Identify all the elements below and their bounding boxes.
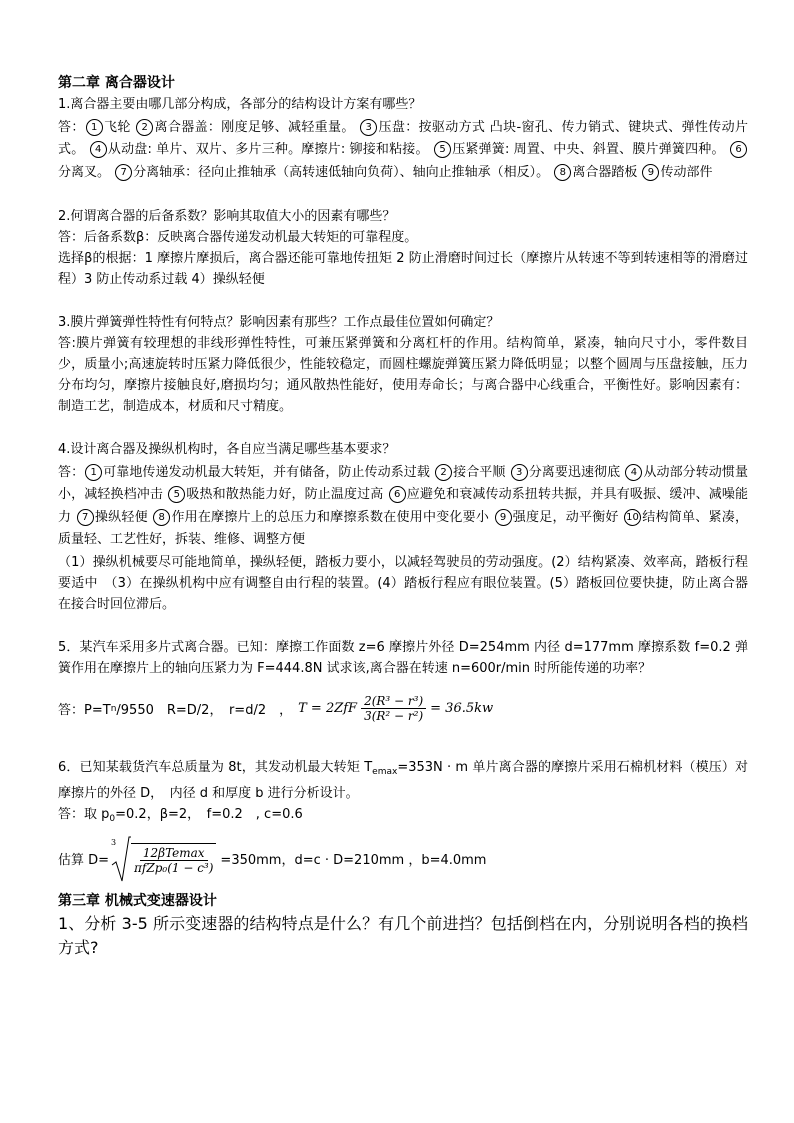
circled-number-icon: 10	[624, 509, 641, 526]
estimate-formula	[58, 830, 748, 888]
circled-number-icon: 1	[86, 119, 103, 136]
circled-number-icon: 7	[77, 509, 94, 526]
question-1: 1.离合器主要由哪几部分构成，各部分的结构设计方案有哪些？	[58, 97, 422, 112]
circled-number-icon: 3	[511, 464, 528, 481]
requirement-item: 从动部分转动惯量小，减轻换档冲击	[58, 464, 748, 502]
subscript: emax	[372, 766, 398, 777]
answer-3: 答:膜片弹簧有较理想的非线形弹性特性，可兼压紧弹簧和分离杠杆的作用。结构简单，紧凑，轴向尺寸小，零件数目少，质量小;高速旋转时压紧力降低很少，性能较稳定，而圆柱螺旋弹簧压紧力降低明显；以整个圆周与压盘接触，压力分布均匀，摩擦片接触良好,磨损均匀；通风散热性能好，使用寿命长；与离合器中心线重合，平衡性好。影响因素有：制造工艺，制造成本，材质和尺寸精度。	[58, 336, 748, 414]
cube-root-expression	[109, 835, 220, 883]
answer-1-item: 压盘：按驱动方式 凸块-窗孔、传力销式、键块式、弹性传动片式。	[58, 119, 748, 157]
answer-1-item: 从动盘: 单片、双片、多片三种。摩擦片: 铆接和粘接。	[107, 142, 429, 157]
chapter-3-title: 第三章 机械式变速器设计	[58, 892, 217, 909]
circled-number-icon: 6	[730, 141, 747, 158]
formula-result: = 36.5kw	[430, 701, 494, 716]
circled-number-icon: 3	[360, 119, 377, 136]
answer-2-basis: 选择β的根据：1 摩擦片摩损后，离合器还能可靠地传扭矩 2 防止滑磨时间过长（摩擦片从转速不等到转速相等的滑磨过程）3 防止传动系过载 4）操纵轻便	[58, 251, 748, 287]
requirement-item: 操纵轻便	[94, 509, 148, 525]
circled-number-icon: 9	[642, 164, 659, 181]
answer-4-operation: （1）操纵机械要尽可能地简单，操纵轻便，踏板力要小，以减轻驾驶员的劳动强度。(2）结构紧凑、效率高，踏板行程要适中 （3）在操纵机构中应有调整自由行程的装置。(4）踏板行程应有眼位装置。(5）踏板回位要快捷，防止离合器在接合时回位滞后。	[58, 554, 748, 612]
question-5: 5．某汽车采用多片式离合器。已知：摩擦工作面数 z=6 摩擦片外径 D=254mm 内径 d=177mm 摩擦系数 f=0.2 弹簧作用在摩擦片上的轴向压紧力为 F=444.8N 试求该,离合器在转速 n=600r/min 时所能传递的功率？	[58, 639, 748, 676]
chapter-2-title: 第二章 离合器设计	[58, 75, 175, 91]
requirement-item: 吸热和散热能力好，防止温度过高	[186, 487, 384, 502]
requirement-item: 作用在摩擦片上的总压力和摩擦系数在使用中变化要小	[171, 509, 490, 525]
answer-1	[58, 117, 748, 185]
circled-number-icon: 5	[168, 486, 185, 503]
answer-prefix: 答：	[58, 119, 85, 135]
answer-5-formula	[58, 679, 748, 739]
circled-number-icon: 4	[625, 464, 642, 481]
circled-number-icon: 5	[434, 141, 451, 158]
document-page	[58, 72, 748, 960]
formula-fraction	[361, 694, 426, 723]
radical-sign-icon	[109, 835, 131, 883]
circled-number-icon: 6	[389, 486, 406, 503]
subscript: n	[110, 703, 117, 714]
question-6	[58, 757, 748, 804]
answer-6-text: =0.2，β=2， f=0.2 , c=0.6	[115, 806, 303, 822]
formula-lhs: T = 2ZfF	[298, 701, 358, 716]
answer-2: 答：后备系数β：反映离合器传递发动机最大转矩的可靠程度。	[58, 230, 418, 245]
question-6-text: 6．已知某载货汽车总质量为 8t，其发动机最大转矩 T	[58, 759, 373, 775]
chapter-3-question-1: 1、分析 3-5 所示变速器的结构特点是什么？有几个前进挡？包括倒档在内，分别说明各档的换档方式?	[58, 913, 748, 957]
root-fraction	[131, 843, 216, 875]
circled-number-icon: 4	[90, 141, 107, 158]
root-numerator: 12βTemax	[140, 846, 208, 861]
requirement-item: 分离要迅速彻底	[528, 464, 621, 480]
root-index: 3	[111, 837, 117, 847]
requirement-item: 应避免和衰减传动系扭转共振，并具有吸振、缓冲、减噪能力	[58, 487, 748, 525]
question-6-text: =353N · m 单片离合器的摩擦片采用石棉机材料（模压）对摩擦片的外径 D， 内径 d 和厚度 b 进行分析设计。	[58, 759, 748, 801]
answer-4	[58, 462, 748, 552]
formula-denominator: 3(R² − r²)	[364, 709, 424, 723]
question-3: 3.膜片弹簧弹性特性有何特点？影响因素有那些？工作点最佳位置如何确定？	[58, 315, 500, 330]
answer-1-item: 飞轮	[103, 119, 131, 135]
question-2: 2.何谓离合器的后备系数？影响其取值大小的因素有哪些？	[58, 209, 396, 224]
answer-6	[58, 804, 748, 830]
answer-5-text: 答：P=T	[58, 703, 111, 718]
answer-prefix: 答：	[58, 464, 85, 480]
circled-number-icon: 2	[136, 119, 153, 136]
requirement-item: 结构简单、紧凑，质量轻、工艺性好，拆装、维修、调整方便	[58, 509, 748, 547]
circled-number-icon: 8	[153, 509, 170, 526]
answer-1-item: 压紧弹簧: 周置、中央、斜置、膜片弹簧四种。	[452, 142, 725, 157]
circled-number-icon: 9	[495, 509, 512, 526]
answer-1-item: 分离叉。	[58, 164, 111, 180]
answer-1-item: 离合器踏板	[572, 164, 638, 180]
requirement-item: 接合平顺	[453, 464, 506, 480]
subscript: 0	[109, 813, 116, 824]
answer-6-text: 答：取 p	[58, 806, 110, 822]
requirement-item: 强度足，动平衡好	[512, 509, 619, 525]
answer-5-text: /9550 R=D/2， r=d/2 ，	[116, 703, 293, 718]
circled-number-icon: 7	[115, 164, 132, 181]
circled-number-icon: 2	[435, 464, 452, 481]
question-4: 4.设计离合器及操纵机构时，各自应当满足哪些基本要求？	[58, 442, 396, 457]
circled-number-icon: 8	[554, 164, 571, 181]
root-denominator: πfZp₀(1 − c³)	[134, 860, 214, 875]
requirement-item: 可靠地传递发动机最大转矩，并有储备，防止传动系过载	[103, 464, 430, 480]
answer-1-item: 传动部件	[660, 164, 713, 180]
answer-1-item: 离合器盖：刚度足够、减轻重量。	[154, 119, 355, 135]
estimate-prefix: 估算 D=	[58, 853, 110, 868]
circled-number-icon: 1	[85, 464, 102, 481]
estimate-result: =350mm，d=c · D=210mm ，b=4.0mm	[220, 853, 487, 868]
answer-1-item: 分离轴承：径向止推轴承（高转速低轴向负荷）、轴向止推轴承（相反）。	[133, 164, 550, 180]
formula-numerator: 2(R³ − r³)	[361, 694, 426, 709]
